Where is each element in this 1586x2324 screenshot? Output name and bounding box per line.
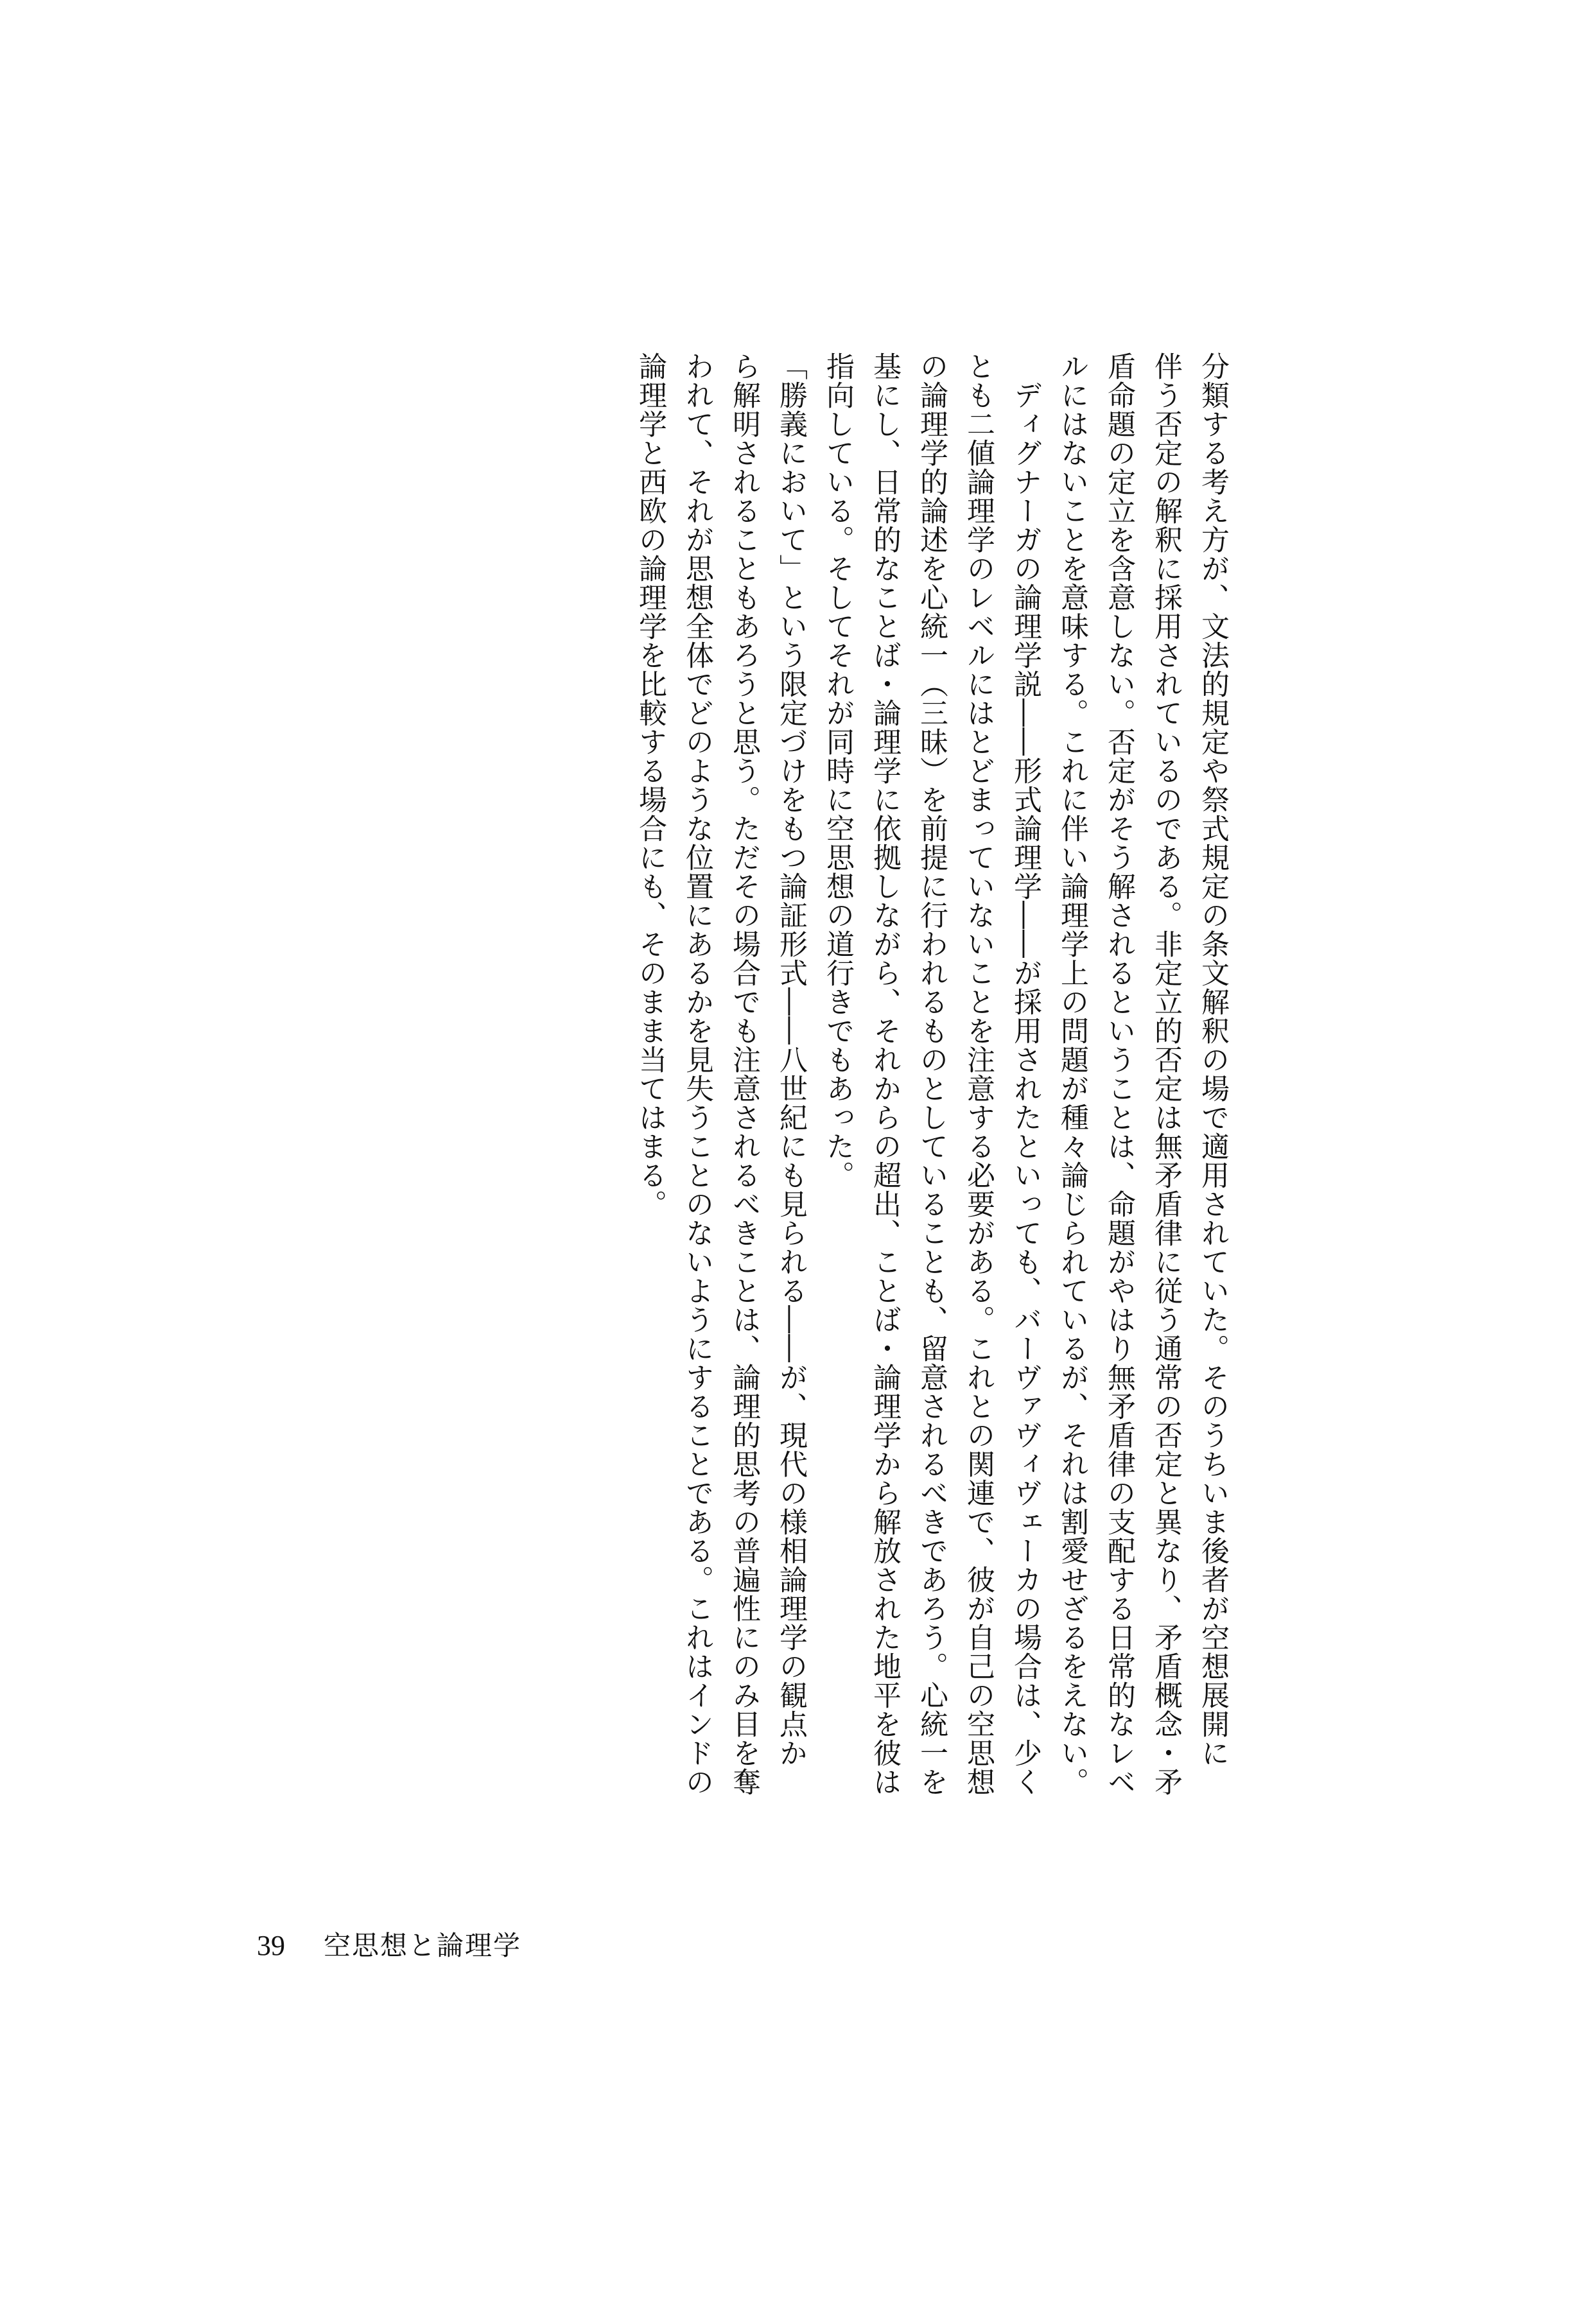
text-line: の論理学的論述を心統一（三昧）を前提に行われるものとしていることも、留意されるべきであろう。心統一を bbox=[915, 352, 948, 1796]
vertical-body-text bbox=[627, 352, 1236, 1796]
text-line: 指向している。そしてそれが同時に空思想の道行きでもあった。 bbox=[821, 352, 854, 1190]
text-line: ら解明されることもあろうと思う。ただその場合でも注意されるべきことは、論理的思考の普遍性にのみ目を奪 bbox=[728, 352, 760, 1796]
text-line: とも二値論理学のレベルにはとどまっていないことを注意する必要がある。これとの関連で、彼が自己の空思想 bbox=[962, 352, 995, 1796]
text-line: 基にし、日常的なことば・論理学に依拠しながら、それからの超出、ことば・論理学から解放された地平を彼は bbox=[868, 352, 901, 1796]
text-line: 伴う否定の解釈に採用されているのである。非定立的否定は無矛盾律に従う通常の否定と異なり、矛盾概念・矛 bbox=[1149, 352, 1182, 1796]
running-title: 空思想と論理学 bbox=[324, 1930, 522, 1961]
text-line: 「勝義において」という限定づけをもつ論証形式――八世紀にも見られる――が、現代の様相論理学の観点か bbox=[774, 352, 807, 1767]
text-line: われて、それが思想全体でどのような位置にあるかを見失うことのないようにすることである。これはインドの bbox=[681, 352, 713, 1796]
text-line: 盾命題の定立を含意しない。否定がそう解されるということは、命題がやはり無矛盾律の支配する日常的なレベ bbox=[1102, 352, 1135, 1796]
text-line: ルにはないことを意味する。これに伴い論理学上の問題が種々論じられているが、それは割愛せざるをえない。 bbox=[1056, 352, 1088, 1796]
page-footer bbox=[257, 1925, 521, 1963]
text-line: 論理学と西欧の論理学を比較する場合にも、そのまま当てはまる。 bbox=[634, 352, 667, 1218]
page-number: 39 bbox=[257, 1930, 285, 1961]
text-line: ディグナーガの論理学説――形式論理学――が採用されたといっても、バーヴァヴィヴェーカの場合は、少く bbox=[1009, 352, 1041, 1796]
text-line: 分類する考え方が、文法的規定や祭式規定の条文解釈の場で適用されていた。そのうちいま後者が空想展開に bbox=[1196, 352, 1229, 1767]
